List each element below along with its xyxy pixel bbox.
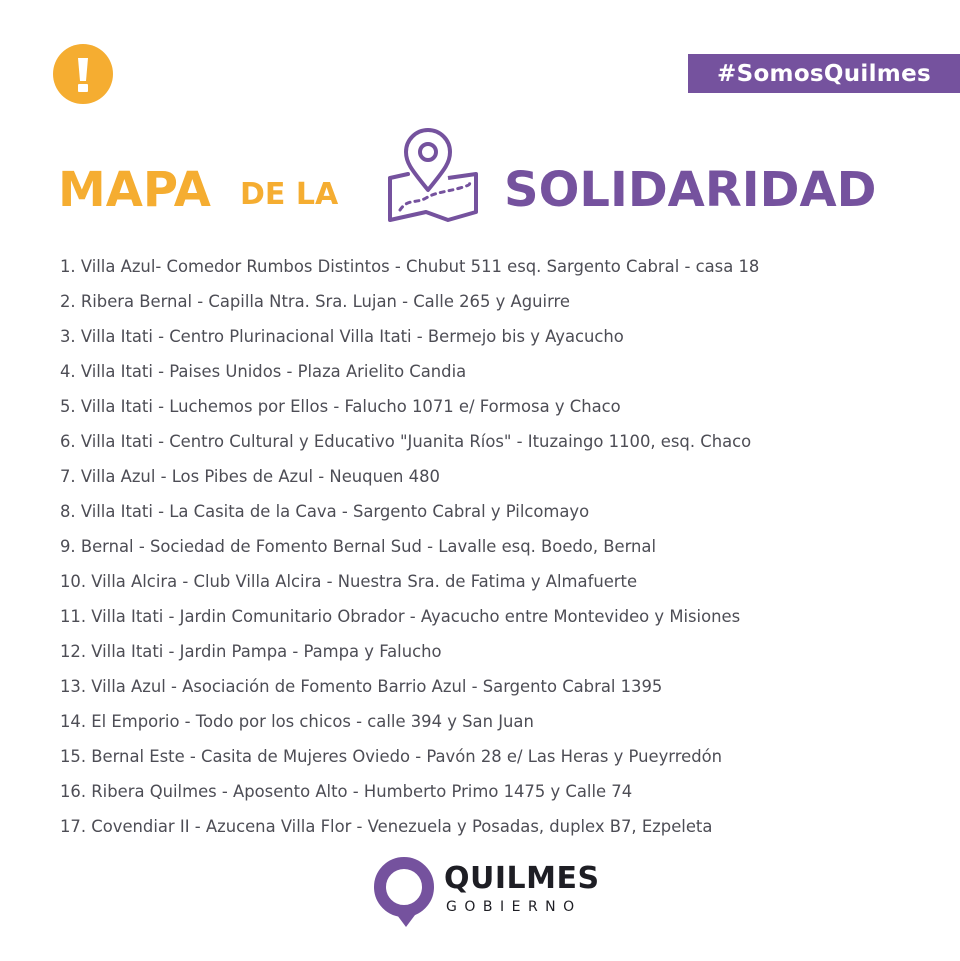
list-item: 9. Bernal - Sociedad de Fomento Bernal Sud - Lavalle esq. Boedo, Bernal: [60, 537, 657, 556]
logo-name: QUILMES: [444, 861, 600, 896]
list-item: 14. El Emporio - Todo por los chicos - calle 394 y San Juan: [60, 712, 534, 731]
list-item: 4. Villa Itati - Paises Unidos - Plaza Arielito Candia: [60, 362, 467, 381]
page-title: [58, 128, 918, 228]
map-pin-icon: [386, 128, 480, 226]
list-item: 2. Ribera Bernal - Capilla Ntra. Sra. Lujan - Calle 265 y Aguirre: [60, 292, 570, 311]
locations-list: [60, 252, 950, 847]
list-item: 7. Villa Azul - Los Pibes de Azul - Neuquen 480: [60, 467, 440, 486]
list-item: 3. Villa Itati - Centro Plurinacional Villa Itati - Bermejo bis y Ayacucho: [60, 327, 624, 346]
title-de-la: DE LA: [240, 177, 339, 212]
quilmes-logo: [372, 855, 612, 930]
list-item: 17. Covendiar II - Azucena Villa Flor - Venezuela y Posadas, duplex B7, Ezpeleta: [60, 817, 713, 836]
list-item: 15. Bernal Este - Casita de Mujeres Oviedo - Pavón 28 e/ Las Heras y Pueyrredón: [60, 747, 723, 766]
list-item: 12. Villa Itati - Jardin Pampa - Pampa y Falucho: [60, 642, 442, 661]
hashtag-banner: #SomosQuilmes: [688, 54, 960, 93]
quilmes-q-logo-icon: [372, 855, 436, 929]
list-item: 8. Villa Itati - La Casita de la Cava - Sargento Cabral y Pilcomayo: [60, 502, 590, 521]
list-item: 10. Villa Alcira - Club Villa Alcira - Nuestra Sra. de Fatima y Almafuerte: [60, 572, 638, 591]
list-item: 13. Villa Azul - Asociación de Fomento Barrio Azul - Sargento Cabral 1395: [60, 677, 663, 696]
list-item: 16. Ribera Quilmes - Aposento Alto - Humberto Primo 1475 y Calle 74: [60, 782, 633, 801]
list-item: 5. Villa Itati - Luchemos por Ellos - Falucho 1071 e/ Formosa y Chaco: [60, 397, 621, 416]
list-item: 11. Villa Itati - Jardin Comunitario Obrador - Ayacucho entre Montevideo y Misiones: [60, 607, 741, 626]
list-item: 6. Villa Itati - Centro Cultural y Educativo "Juanita Ríos" - Ituzaingo 1100, esq. Chaco: [60, 432, 752, 451]
exclamation-circle-icon: [53, 44, 113, 104]
logo-subtitle: GOBIERNO: [446, 899, 582, 915]
title-mapa: MAPA: [58, 162, 211, 218]
list-item: 1. Villa Azul- Comedor Rumbos Distintos - Chubut 511 esq. Sargento Cabral - casa 18: [60, 257, 760, 276]
title-solidaridad: SOLIDARIDAD: [504, 162, 877, 218]
